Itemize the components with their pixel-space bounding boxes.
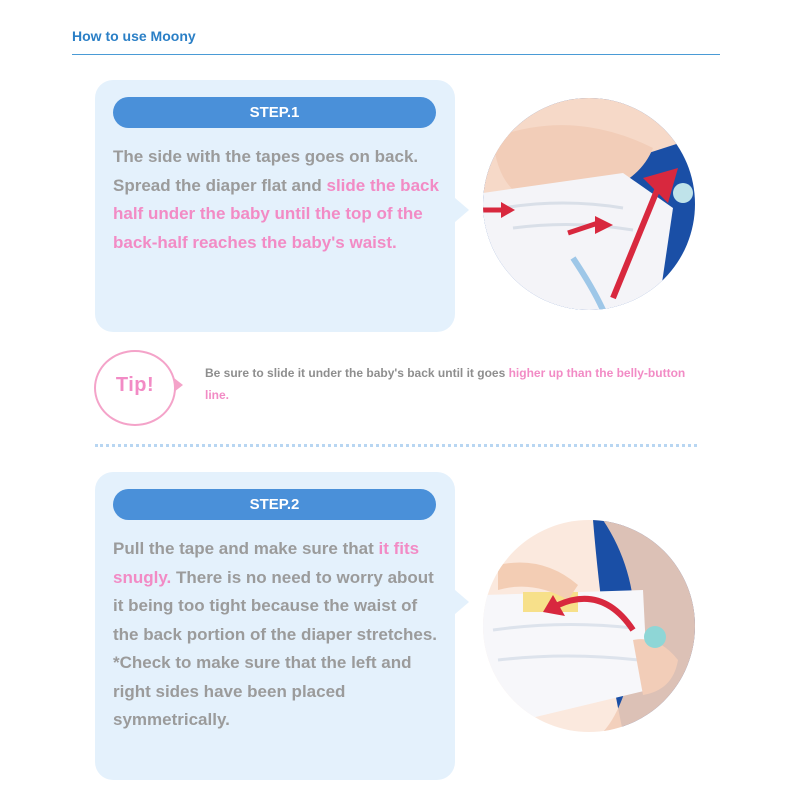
step-1-label: STEP.1 <box>113 97 436 128</box>
step-1-card <box>95 80 455 332</box>
text-segment: Spread the diaper flat and <box>113 175 327 195</box>
highlighted-text: slide the back half under the baby until the top of the back-half reaches the baby's waist. <box>113 175 439 252</box>
text-segment: The side with the tapes goes on back. <box>113 147 419 166</box>
tip-bubble <box>94 350 176 426</box>
tip-text <box>205 362 705 406</box>
text-segment: Pull the tape and make sure that <box>113 539 379 558</box>
step-2-illustration <box>483 520 695 732</box>
text-segment: Be sure to slide it under the baby's back until it goes <box>205 366 509 380</box>
step-2-instructions <box>113 535 443 735</box>
section-header <box>72 26 720 55</box>
step-1-instructions <box>113 143 443 257</box>
step-2-label: STEP.2 <box>113 489 436 520</box>
page-title: How to use Moony <box>72 28 196 44</box>
step-1-illustration <box>483 98 695 310</box>
tip-label: Tip! <box>115 374 155 396</box>
dotted-divider <box>95 444 697 447</box>
text-segment: There is no need to worry about it being too tight because the waist of the back portion of the diaper stretches. <box>113 567 438 644</box>
highlighted-text: higher up than the belly-button line. <box>205 366 686 402</box>
text-segment: *Check to make sure that the left and right sides have been placed symmetrically. <box>113 653 412 729</box>
step-2-card <box>95 472 455 780</box>
highlighted-text: it fits snugly. <box>113 539 420 587</box>
